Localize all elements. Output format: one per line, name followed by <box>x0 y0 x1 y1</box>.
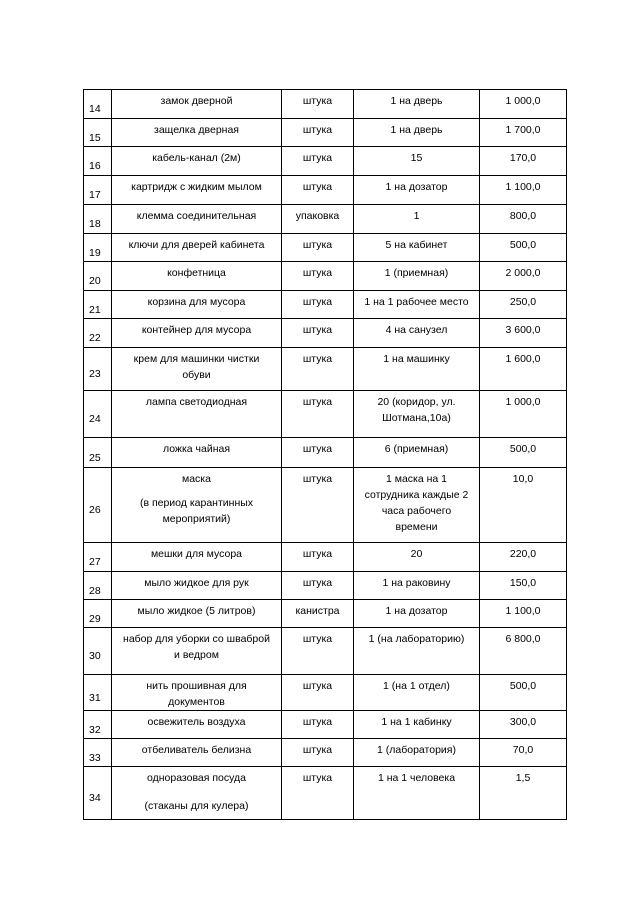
item-note-line: (в период карантинных <box>139 497 254 509</box>
price-cell: 300,0 <box>480 711 567 739</box>
row-number: 34 <box>84 767 112 820</box>
item-name-line: набор для уборки со шваброй <box>123 633 270 645</box>
norm-line: 1 на 1 рабочее место <box>364 296 469 308</box>
norm-cell <box>354 711 480 739</box>
table-row <box>84 468 567 543</box>
table-row <box>84 628 567 675</box>
item-name-cell <box>112 176 282 205</box>
norm-cell <box>354 319 480 348</box>
item-name-line: кабель-канал (2м) <box>152 152 241 164</box>
table-row <box>84 119 567 147</box>
item-name-line: конфетница <box>167 267 226 279</box>
unit-cell: штука <box>282 348 354 391</box>
item-name-line: отбеливатель белизна <box>141 744 252 756</box>
norm-line: 1 на 1 кабинку <box>381 716 452 728</box>
row-number: 27 <box>84 543 112 572</box>
unit-cell: штука <box>282 319 354 348</box>
unit-cell: штука <box>282 675 354 711</box>
item-name-line: клемма соединительная <box>136 210 257 222</box>
item-name-cell <box>112 767 282 820</box>
table-row <box>84 319 567 348</box>
price-cell: 1 600,0 <box>480 348 567 391</box>
item-name-cell <box>112 90 282 119</box>
unit-cell: штука <box>282 767 354 820</box>
price-cell: 800,0 <box>480 205 567 234</box>
norm-cell <box>354 147 480 176</box>
norm-line: 1 на машинку <box>383 353 450 365</box>
norm-cell <box>354 176 480 205</box>
norm-cell <box>354 628 480 675</box>
norm-line: 1 (на лабораторию) <box>368 633 465 645</box>
item-note-line: мероприятий) <box>162 513 231 525</box>
row-number: 23 <box>84 348 112 391</box>
item-name-cell <box>112 234 282 262</box>
norm-cell <box>354 543 480 572</box>
table-row <box>84 205 567 234</box>
item-note-line: (стаканы для кулера) <box>144 800 249 812</box>
unit-cell: штука <box>282 291 354 319</box>
norm-cell <box>354 348 480 391</box>
table-row <box>84 767 567 820</box>
item-name-line: обуви <box>182 369 211 381</box>
norm-cell <box>354 119 480 147</box>
unit-cell: штука <box>282 468 354 543</box>
item-name-cell <box>112 348 282 391</box>
norm-line: 20 (коридор, ул. <box>377 396 456 408</box>
norm-cell <box>354 291 480 319</box>
item-name-cell <box>112 291 282 319</box>
row-number: 19 <box>84 234 112 262</box>
item-name-cell <box>112 147 282 176</box>
norm-cell <box>354 90 480 119</box>
unit-cell: штука <box>282 176 354 205</box>
price-cell: 150,0 <box>480 572 567 600</box>
item-name-line: замок дверной <box>160 95 233 107</box>
norm-line: 6 (приемная) <box>384 443 449 455</box>
table-row <box>84 90 567 119</box>
supplies-table <box>83 89 567 820</box>
unit-cell: штука <box>282 628 354 675</box>
spacer <box>115 786 278 798</box>
table-row <box>84 391 567 438</box>
item-name-line: одноразовая посуда <box>146 772 247 784</box>
item-name-cell <box>112 391 282 438</box>
item-name-cell <box>112 119 282 147</box>
norm-cell <box>354 675 480 711</box>
norm-line: часа рабочего <box>381 505 452 517</box>
row-number: 17 <box>84 176 112 205</box>
price-cell: 500,0 <box>480 438 567 468</box>
row-number: 32 <box>84 711 112 739</box>
unit-cell: штука <box>282 543 354 572</box>
item-name-cell <box>112 711 282 739</box>
price-cell: 1 100,0 <box>480 600 567 628</box>
price-cell: 10,0 <box>480 468 567 543</box>
price-cell: 6 800,0 <box>480 628 567 675</box>
item-name-line: освежитель воздуха <box>147 716 246 728</box>
item-name-line: защелка дверная <box>154 124 239 136</box>
item-name-line: и ведром <box>174 649 219 661</box>
norm-cell <box>354 234 480 262</box>
norm-line: 1 <box>413 210 420 222</box>
unit-cell: штука <box>282 711 354 739</box>
norm-line: 20 <box>410 548 423 560</box>
row-number: 16 <box>84 147 112 176</box>
table-row <box>84 572 567 600</box>
table-row <box>84 348 567 391</box>
row-number: 24 <box>84 391 112 438</box>
row-number: 14 <box>84 90 112 119</box>
item-name-cell <box>112 262 282 291</box>
norm-cell <box>354 438 480 468</box>
unit-cell: штука <box>282 234 354 262</box>
norm-cell <box>354 572 480 600</box>
norm-cell <box>354 767 480 820</box>
price-cell: 170,0 <box>480 147 567 176</box>
item-name-line: мыло жидкое для рук <box>144 577 249 589</box>
unit-cell: штука <box>282 147 354 176</box>
item-name-cell <box>112 319 282 348</box>
norm-cell <box>354 262 480 291</box>
row-number: 25 <box>84 438 112 468</box>
norm-line: 1 на 1 человека <box>377 772 456 784</box>
item-name-line: документов <box>168 696 225 708</box>
price-cell: 1 000,0 <box>480 90 567 119</box>
norm-line: времени <box>395 521 438 533</box>
unit-cell: штука <box>282 262 354 291</box>
price-cell: 220,0 <box>480 543 567 572</box>
item-name-cell <box>112 438 282 468</box>
table-row <box>84 147 567 176</box>
unit-cell: штука <box>282 90 354 119</box>
item-name-cell <box>112 600 282 628</box>
item-name-line: мыло жидкое (5 литров) <box>137 605 256 617</box>
norm-line: 1 (на 1 отдел) <box>383 680 450 692</box>
norm-line: 1 на дозатор <box>385 605 448 617</box>
price-cell: 1 000,0 <box>480 391 567 438</box>
table-row <box>84 438 567 468</box>
row-number: 30 <box>84 628 112 675</box>
item-name-line: лампа светодиодная <box>145 396 248 408</box>
item-name-line: крем для машинки чистки <box>133 353 260 365</box>
row-number: 20 <box>84 262 112 291</box>
norm-line: 1 на дверь <box>390 95 443 107</box>
norm-line: 1 на раковину <box>382 577 451 589</box>
unit-cell: штука <box>282 739 354 767</box>
price-cell: 250,0 <box>480 291 567 319</box>
row-number: 31 <box>84 675 112 711</box>
table-row <box>84 675 567 711</box>
norm-line: 5 на кабинет <box>385 239 448 251</box>
unit-cell: штука <box>282 391 354 438</box>
norm-line: Шотмана,10а) <box>382 412 451 424</box>
norm-cell <box>354 205 480 234</box>
norm-line: 1 на дверь <box>390 124 443 136</box>
price-cell: 2 000,0 <box>480 262 567 291</box>
norm-cell <box>354 391 480 438</box>
row-number: 26 <box>84 468 112 543</box>
price-cell: 70,0 <box>480 739 567 767</box>
norm-line: 1 (лаборатория) <box>377 744 456 756</box>
norm-cell <box>354 468 480 543</box>
item-name-cell <box>112 675 282 711</box>
row-number: 22 <box>84 319 112 348</box>
row-number: 15 <box>84 119 112 147</box>
item-name-line: мешки для мусора <box>150 548 243 560</box>
price-cell: 1 100,0 <box>480 176 567 205</box>
unit-cell: упаковка <box>282 205 354 234</box>
price-cell: 500,0 <box>480 234 567 262</box>
item-name-line: ключи для дверей кабинета <box>128 239 265 251</box>
norm-cell <box>354 739 480 767</box>
table-row <box>84 739 567 767</box>
table-row <box>84 600 567 628</box>
item-name-cell <box>112 543 282 572</box>
spacer <box>115 487 278 495</box>
item-name-cell <box>112 468 282 543</box>
norm-line: сотрудника каждые 2 <box>364 489 469 501</box>
item-name-cell <box>112 205 282 234</box>
price-cell: 3 600,0 <box>480 319 567 348</box>
item-name-line: нить прошивная для <box>146 680 247 692</box>
norm-line: 15 <box>410 152 423 164</box>
norm-line: 4 на санузел <box>385 324 448 336</box>
norm-cell <box>354 600 480 628</box>
unit-cell: штука <box>282 438 354 468</box>
item-name-cell <box>112 572 282 600</box>
row-number: 18 <box>84 205 112 234</box>
unit-cell: штука <box>282 572 354 600</box>
unit-cell: штука <box>282 119 354 147</box>
item-name-line: контейнер для мусора <box>141 324 252 336</box>
norm-line: 1 (приемная) <box>384 267 449 279</box>
table-body <box>84 90 567 820</box>
price-cell: 1 700,0 <box>480 119 567 147</box>
norm-line: 1 на дозатор <box>385 181 448 193</box>
item-name-cell <box>112 628 282 675</box>
item-name-line: корзина для мусора <box>147 296 246 308</box>
row-number: 28 <box>84 572 112 600</box>
item-name-line: картридж с жидким мылом <box>131 181 262 193</box>
row-number: 33 <box>84 739 112 767</box>
item-name-line: ложка чайная <box>162 443 231 455</box>
norm-line: 1 маска на 1 <box>385 473 448 485</box>
price-cell: 1,5 <box>480 767 567 820</box>
table-row <box>84 291 567 319</box>
row-number: 21 <box>84 291 112 319</box>
price-cell: 500,0 <box>480 675 567 711</box>
table-row <box>84 262 567 291</box>
unit-cell: канистра <box>282 600 354 628</box>
table-row <box>84 711 567 739</box>
row-number: 29 <box>84 600 112 628</box>
item-name-cell <box>112 739 282 767</box>
table-row <box>84 234 567 262</box>
table-row <box>84 543 567 572</box>
item-name-line: маска <box>182 473 211 485</box>
table-row <box>84 176 567 205</box>
